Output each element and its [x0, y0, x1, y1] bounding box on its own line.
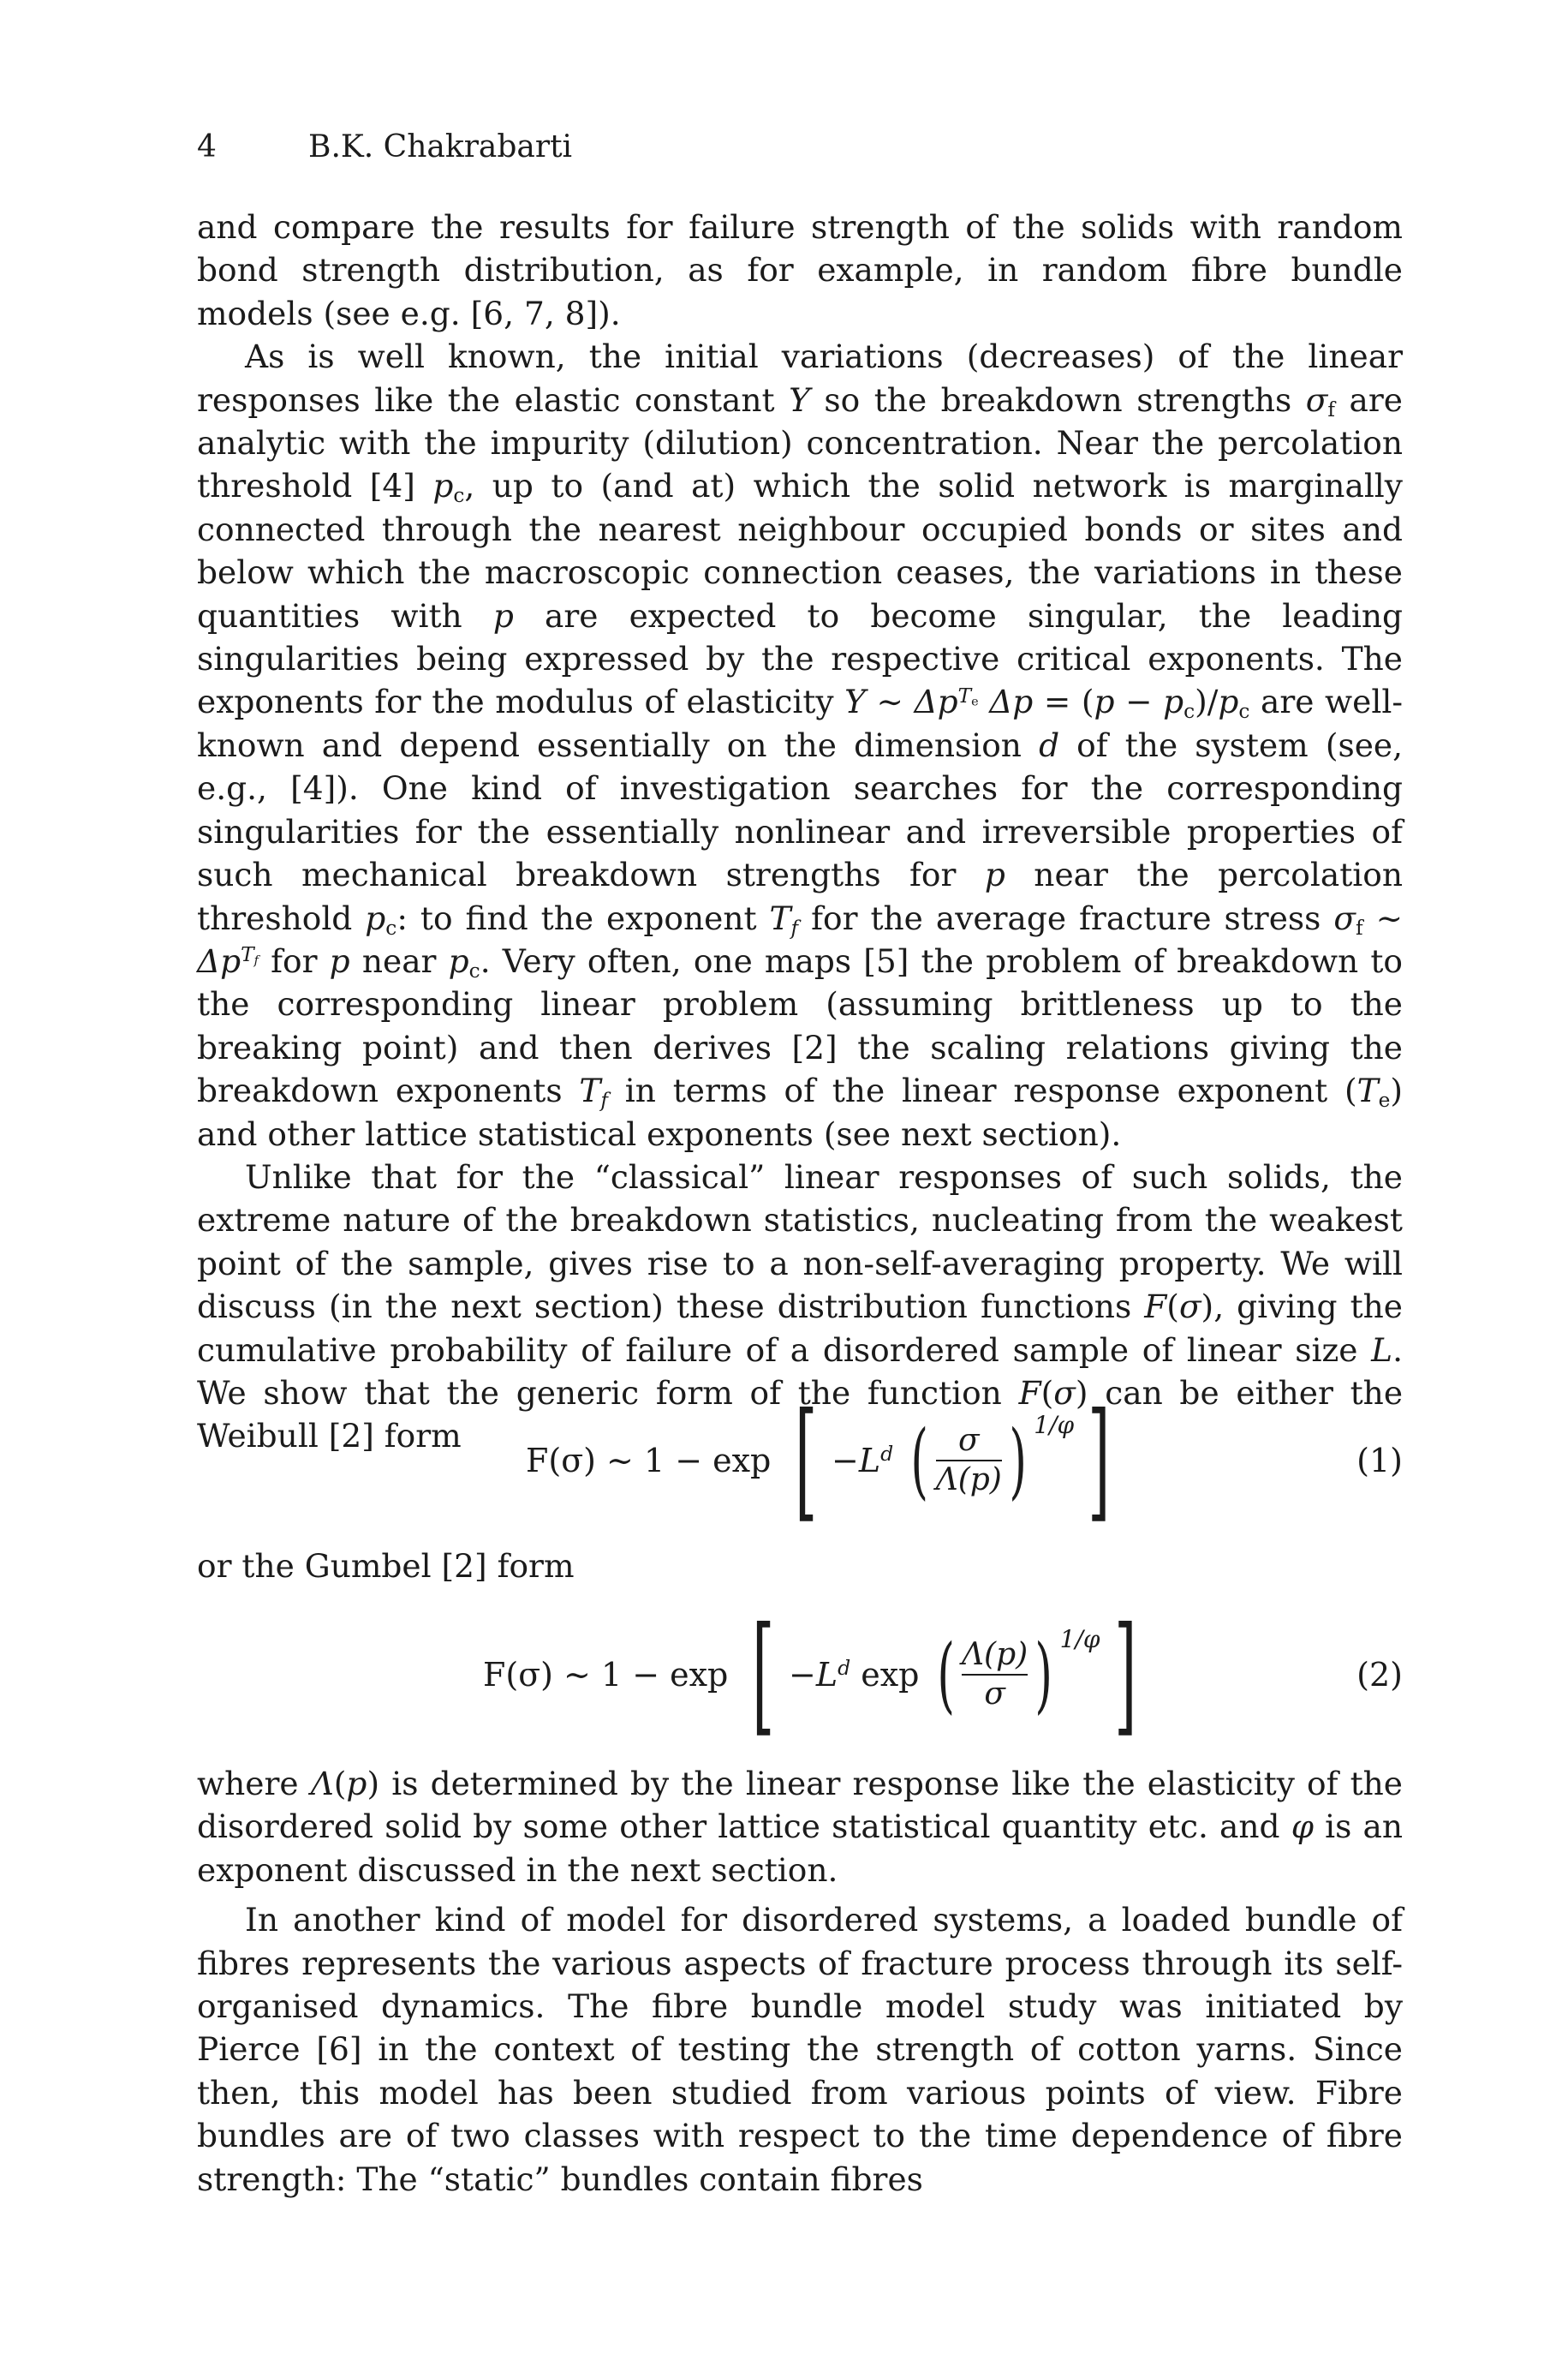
fraction: $\frac{\sigma}{\Lambda(p)}$	[935, 1423, 1002, 1497]
paragraph-1: and compare the results for failure strength of the solids with random bond strength distribution, as for example, in random fibre bundle models (see e.g. [6, 7, 8]).	[197, 208, 1403, 332]
main-text-bottom	[197, 1762, 1403, 2201]
paragraph-2: As is well known, the initial variations (decreases) of the linear responses like the elastic constant Y so the breakdown strengths $\sigma_f$ are analytic with the impurity (dilution) concentration. Near the percolation threshold [4] $p_c$, up to (and at) which the solid network is marginally connected through the nearest neighbour occupied bonds or sites and below which the macroscopic connection ceases, the variations in these quantities with p are expected to become singular, the leading singularities being expressed by the respective critical exponents. The exponents for the modulus of elasticity Y ∼ $\Delta p^{T_e}$ $\Delta p = (p - p_c)/p_c$ are well-known and depend essentially on the dimension d of the system (see, e.g., [4]). One kind of investigation searches for the corresponding singularities for the essentially nonlinear and irreversible properties of such mechanical breakdown strengths for p near the percolation threshold $p_c$: to find the exponent $T_f$ for the average fracture stress $\sigma_f$ ∼ $\Delta p^{T_f}$ for p near $p_c$. Very often, one maps [5] the problem of breakdown to the corresponding linear problem (assuming brittleness up to the breaking point) and then derives [2] the scaling relations giving the breakdown exponents $T_f$ in terms of the linear response exponent $(T_e)$ and other lattice statistical exponents (see next section).	[197, 338, 1404, 1153]
paragraph-4: where Λ(p) is determined by the linear response like the elasticity of the disordered solid by some other lattice statistical quantity etc. and φ is an exponent discussed in the next section.	[197, 1765, 1403, 1889]
page-number: 4	[197, 129, 217, 164]
equation-2: F(σ) ∼ 1 − exp [ $-L^d$ exp ( $\frac{\Lambda(p)}{\sigma}$ ) $^{1/\varphi}$ ] (2)	[483, 1600, 1403, 1749]
equation-number-2: (2)	[1356, 1656, 1403, 1694]
paragraph-5: In another kind of model for disordered systems, a loaded bundle of fibres represents the various aspects of fracture process through its self-organised dynamics. The fibre bundle model study was initiated by Pierce [6] in the context of testing the strength of cotton yarns. Since then, this model has been studied from various points of view. Fibre bundles are of two classes with respect to the time dependence of fibre strength: The “static” bundles contain fibres	[197, 1901, 1403, 2198]
running-header	[197, 127, 572, 168]
text-between-equations: or the Gumbel [2] form	[197, 1547, 575, 1585]
fraction: $\frac{\Lambda(p)}{\sigma}$	[962, 1637, 1028, 1712]
main-text-top	[197, 206, 1403, 1458]
equation-number-1: (1)	[1356, 1442, 1403, 1479]
paragraph-3: Unlike that for the “classical” linear responses of such solids, the extreme nature of the breakdown statistics, nucleating from the weakest point of the sample, gives rise to a non-self-averaging property. We will discuss (in the next section) these distribution functions F(σ), giving the cumulative probability of failure of a disordered sample of linear size L. We show that the generic form of the function F(σ) can be either the Weibull [2] form	[197, 1157, 1404, 1455]
equation-1: F(σ) ∼ 1 − exp [ $-L^d$ ( $\frac{\sigma}{\Lambda(p)}$ ) $^{1/\varphi}$ ] (1)	[526, 1386, 1403, 1535]
running-head-author: B.K. Chakrabarti	[308, 129, 573, 164]
